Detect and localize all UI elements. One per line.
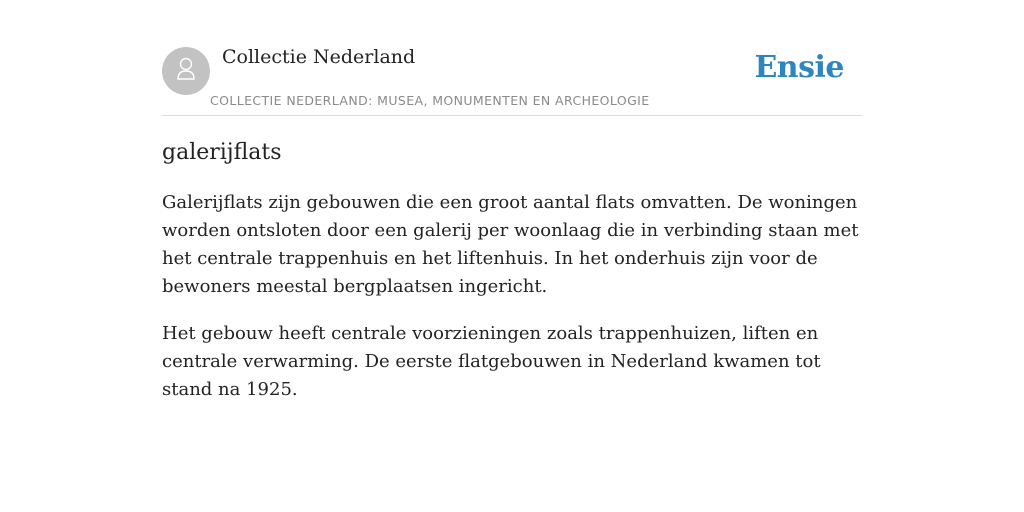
- avatar[interactable]: [162, 47, 210, 95]
- author-subtitle: COLLECTIE NEDERLAND: MUSEA, MONUMENTEN EN ARCHEOLOGIE: [210, 93, 650, 108]
- article: [162, 140, 862, 404]
- page-container: [162, 40, 862, 423]
- article-paragraph: Het gebouw heeft centrale voorzieningen zoals trappenhuizen, liften en centrale verwarming. De eerste flatgebouwen in Nederland kwamen tot stand na 1925.: [162, 323, 821, 400]
- article-title: galerijflats: [162, 140, 282, 165]
- header: [162, 40, 862, 116]
- brand-logo[interactable]: Ensie: [754, 50, 844, 85]
- user-icon: [171, 54, 201, 88]
- author-name[interactable]: Collectie Nederland: [222, 46, 416, 68]
- article-paragraph: Galerijflats zijn gebouwen die een groot aantal flats omvatten. De woningen worden ontsloten door een galerij per woonlaag die in verbinding staan met het centrale trappenhuis en het liftenhuis. In het onderhuis zijn voor de bewoners meestal bergplaatsen ingericht.: [162, 192, 859, 297]
